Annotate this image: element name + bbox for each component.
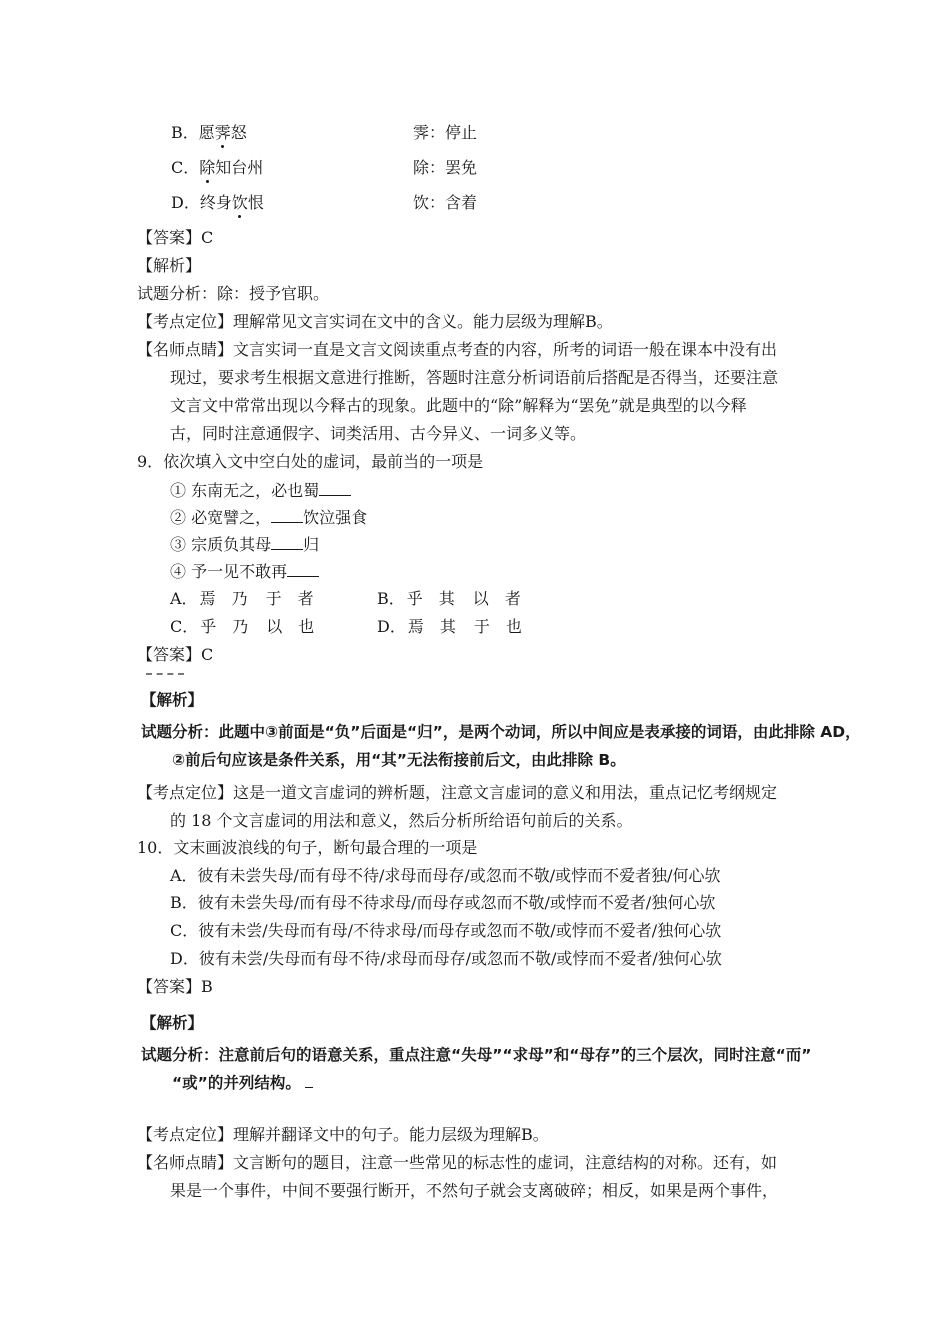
- q8-answer: 【答案】C: [137, 228, 214, 247]
- q9-item-1: ① 东南无之，必也蜀: [170, 480, 351, 501]
- option-text: B．愿霁怒: [171, 123, 247, 142]
- q9-kaodian-line: 【考点定位】这是一道文言虚词的辨析题，注意文言虚词的意义和用法，重点记忆考纲规定: [137, 783, 778, 802]
- q10-option-b: B．彼有未尝失母/而有母不待求母/而母存或忽而不敬/或悖而不爱者/独何心欤: [170, 893, 716, 912]
- text-cursor-mark: [305, 1073, 313, 1088]
- fill-blank: [319, 480, 351, 496]
- option-gloss: 霁：停止: [413, 123, 478, 142]
- q9-choice-b: B． 乎 其 以 者: [377, 589, 521, 608]
- q8-analysis-heading: 【解析】: [137, 256, 202, 275]
- q10-analysis-line: “或”的并列结构。: [172, 1073, 313, 1093]
- option-text: D．终身饮恨: [171, 193, 264, 212]
- q8-mingshi-line: 文言文中常常出现以今释古的现象。此题中的“除”解释为“罢免”就是典型的以今释: [170, 396, 747, 415]
- q10-kaodian: 【考点定位】理解并翻译文中的句子。能力层级为理解B。: [137, 1125, 549, 1144]
- q10-option-c: C．彼有未尝/失母而有母/不待求母/而母存或忽而不敬/或悖而不爱者/独何心欤: [170, 921, 722, 940]
- q10-answer: 【答案】B: [137, 977, 213, 996]
- q9-choice-c: C． 乎 乃 以 也: [170, 617, 315, 636]
- q8-analysis: 试题分析：除：授予官职。: [137, 284, 330, 303]
- option-gloss: 饮：含着: [413, 193, 478, 212]
- q10-mingshi-line: 果是一个事件，中间不要强行断开，不然句子就会支离破碎；相反，如果是两个事件，: [170, 1181, 779, 1200]
- cutoff-remnant: [146, 673, 184, 678]
- q10-option-d: D．彼有未尝/失母而有母不待/求母而母存/或忽而不敬/或悖而不爱者/独何心欤: [170, 949, 722, 968]
- q8-kaodian: 【考点定位】理解常见文言实词在文中的含义。能力层级为理解B。: [137, 312, 613, 331]
- dotted-char: 霁: [214, 123, 231, 142]
- q10-analysis-line: 试题分析：注意前后句的语意关系，重点注意“失母”“求母”和“母存”的三个层次，同时注意“而”: [141, 1046, 812, 1064]
- q10-analysis-heading: 【解析】: [141, 1014, 204, 1032]
- q9-choice-d: D． 焉 其 于 也: [377, 617, 522, 636]
- q10-mingshi-line: 【名师点睛】文言断句的题目，注意一些常见的标志性的虚词，注意结构的对称。还有，如: [137, 1153, 778, 1172]
- q9-answer: 【答案】C: [137, 645, 214, 664]
- q8-mingshi-line: 【名师点睛】文言实词一直是文言文阅读重点考查的内容，所考的词语一般在课本中没有出: [137, 340, 778, 359]
- option-gloss: 除：罢免: [413, 158, 478, 177]
- fill-blank: [287, 561, 319, 577]
- dotted-char: 饮: [231, 193, 248, 212]
- fill-blank: [271, 534, 303, 550]
- q9-item-4: ④ 予一见不敢再: [170, 561, 319, 582]
- q9-analysis-line: 试题分析：此题中③前面是“负”后面是“归”，是两个动词，所以中间应是表承接的词语，由此排除 AD，: [141, 723, 861, 741]
- q9-item-3: ③ 宗质负其母 归: [170, 535, 320, 554]
- option-text: C．除知台州: [171, 158, 264, 177]
- q9-stem: 9．依次填入文中空白处的虚词，最前当的一项是: [137, 452, 484, 471]
- q10-option-a: A．彼有未尝失母/而有母不待/求母而母存/或忽而不敬/或悖而不爱者独/何心欤: [170, 866, 721, 885]
- fill-blank: [271, 507, 303, 523]
- dotted-char: 除: [199, 158, 216, 177]
- q9-kaodian-line: 的 18 个文言虚词的用法和意义，然后分析所给语句前后的关系。: [170, 811, 633, 830]
- q9-item-2: ② 必宽譬之， 饮泣强食: [170, 508, 368, 527]
- q9-analysis-heading: 【解析】: [141, 691, 204, 709]
- q9-choice-a: A． 焉 乃 于 者: [170, 589, 314, 608]
- q10-stem: 10．文末画波浪线的句子，断句最合理的一项是: [137, 838, 478, 857]
- q8-mingshi-line: 现过，要求考生根据文意进行推断，答题时注意分析词语前后搭配是否得当，还要注意: [170, 368, 779, 387]
- q8-mingshi-line: 古，同时注意通假字、词类活用、古今异义、一词多义等。: [170, 424, 587, 443]
- q9-analysis-line: ②前后句应该是条件关系，用“其”无法衔接前后文，由此排除 B。: [172, 751, 626, 769]
